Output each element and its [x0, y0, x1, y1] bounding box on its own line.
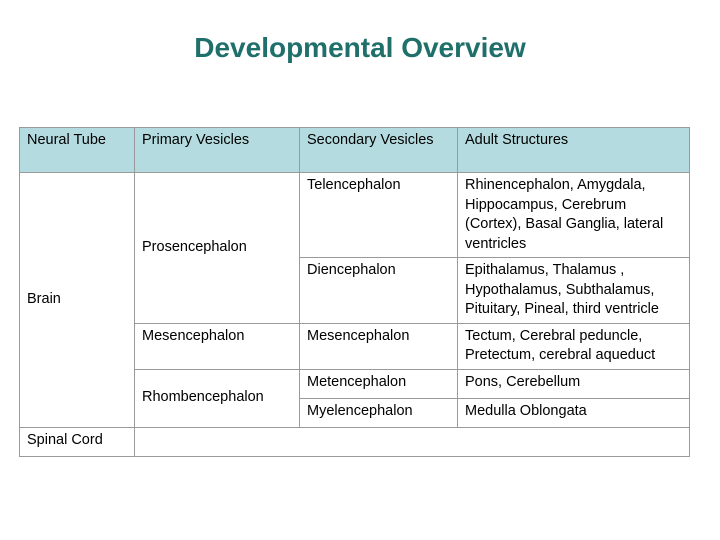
development-table	[19, 127, 690, 457]
header-neural-tube: Neural Tube	[20, 128, 135, 173]
cell-myelencephalon: Myelencephalon	[300, 398, 458, 427]
cell-spinal-cord: Spinal Cord	[20, 427, 135, 456]
header-secondary-vesicles: Secondary Vesicles	[300, 128, 458, 173]
table-header-row	[20, 128, 690, 173]
cell-metencephalon-structures: Pons, Cerebellum	[458, 369, 690, 398]
cell-brain: Brain	[20, 173, 135, 428]
cell-metencephalon: Metencephalon	[300, 369, 458, 398]
cell-spinal-cord-empty	[135, 427, 690, 456]
cell-diencephalon: Diencephalon	[300, 258, 458, 324]
cell-mesencephalon-secondary: Mesencephalon	[300, 323, 458, 369]
cell-mesencephalon-primary: Mesencephalon	[135, 323, 300, 369]
header-adult-structures: Adult Structures	[458, 128, 690, 173]
page-title: Developmental Overview	[194, 32, 526, 63]
cell-telencephalon: Telencephalon	[300, 173, 458, 258]
header-primary-vesicles: Primary Vesicles	[135, 128, 300, 173]
table-row	[20, 173, 690, 258]
cell-mesencephalon-structures: Tectum, Cerebral peduncle, Pretectum, cerebral aqueduct	[458, 323, 690, 369]
cell-prosencephalon: Prosencephalon	[135, 173, 300, 324]
cell-diencephalon-structures: Epithalamus, Thalamus , Hypothalamus, Subthalamus, Pituitary, Pineal, third ventricle	[458, 258, 690, 324]
cell-myelencephalon-structures: Medulla Oblongata	[458, 398, 690, 427]
cell-telencephalon-structures: Rhinencephalon, Amygdala, Hippocampus, Cerebrum (Cortex), Basal Ganglia, lateral ventricles	[458, 173, 690, 258]
table-row	[20, 427, 690, 456]
cell-rhombencephalon: Rhombencephalon	[135, 369, 300, 427]
